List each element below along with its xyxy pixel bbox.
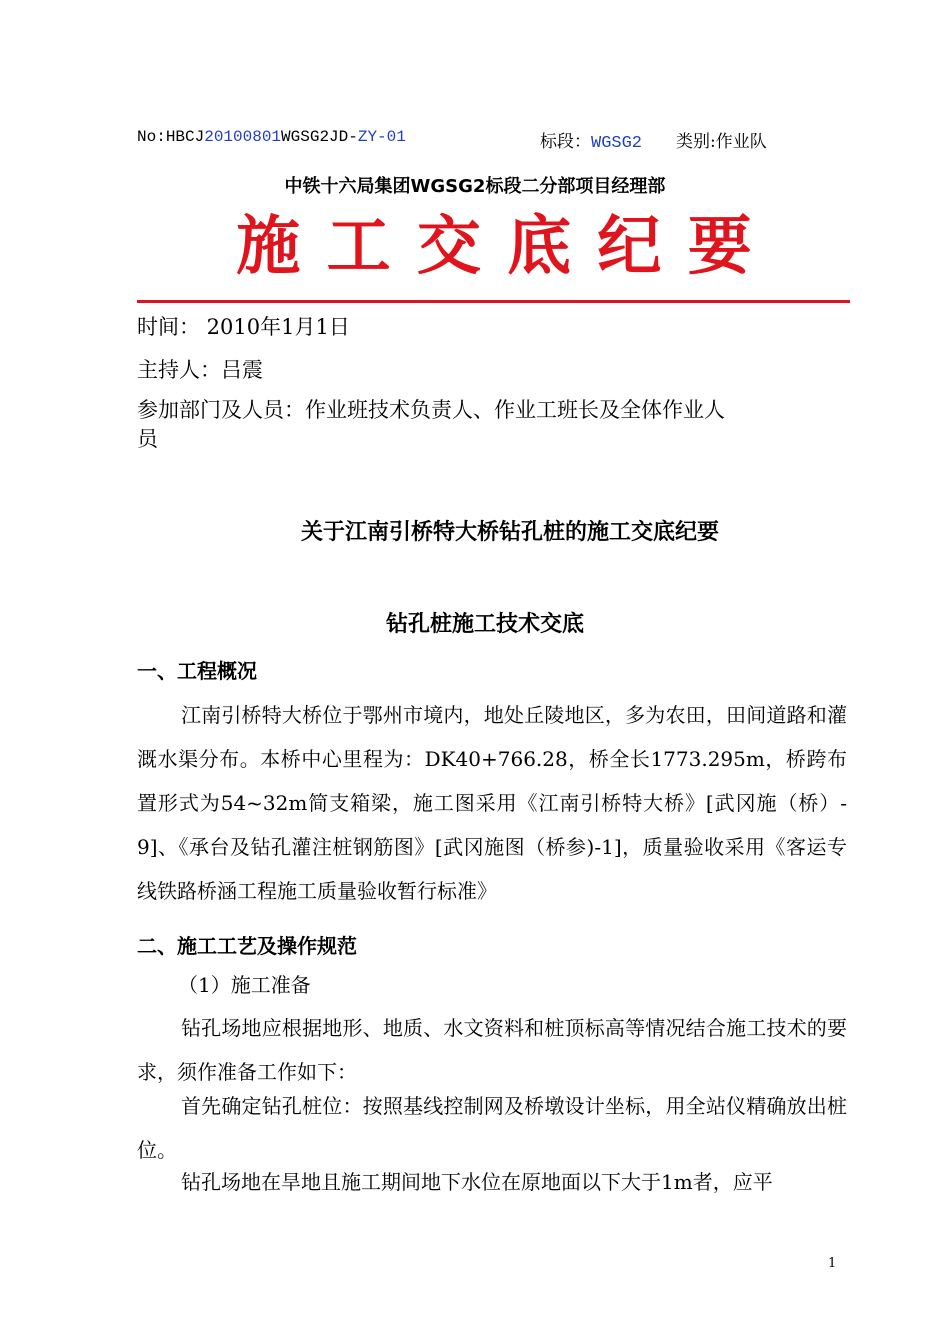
doc-number-code-c: WGSG2JD- <box>281 128 358 146</box>
section-1-heading: 一、工程概况 <box>137 659 257 683</box>
section-2-subheading: （1）施工准备 <box>178 973 311 997</box>
main-title: 施 工 交 底 纪 要 <box>236 209 754 284</box>
section-value: WGSG2 <box>591 134 643 153</box>
title-divider <box>137 300 850 303</box>
doc-number-code-d: ZY-01 <box>357 128 406 146</box>
document-title: 关于江南引桥特大桥钻孔桩的施工交底纪要 <box>300 519 719 545</box>
meeting-time: 时间： 2010年1月1日 <box>137 315 350 339</box>
meeting-host: 主持人：吕震 <box>137 358 263 382</box>
section-field <box>540 127 642 153</box>
section-label: 标段： <box>540 132 591 152</box>
document-subtitle: 钻孔桩施工技术交底 <box>385 611 584 637</box>
organization-name: 中铁十六局集团WGSG2标段二分部项目经理部 <box>284 176 666 197</box>
section-2-paragraph-3: 钻孔场地在旱地且施工期间地下水位在原地面以下大于1m者，应平 <box>181 1170 773 1194</box>
category-field: 类别:作业队 <box>676 132 767 152</box>
section-2-paragraph-2: 首先确定钻孔桩位：按照基线控制网及桥墩设计坐标，用全站仪精确放出桩位。 <box>137 1094 847 1162</box>
doc-number-label: No: <box>137 128 166 146</box>
doc-number <box>137 128 406 146</box>
section-2-heading: 二、施工工艺及操作规范 <box>137 934 357 958</box>
page-number: 1 <box>828 1256 837 1271</box>
section-1-paragraph: 江南引桥特大桥位于鄂州市境内，地处丘陵地区，多为农田，田间道路和灌溉水渠分布。本桥中心里程为：DK40+766.28，桥全长1773.295m，桥跨布置形式为54~32m简支箱梁，施工图采用《江南引桥特大桥》[武冈施（桥）-9]、《承台及钻孔灌注桩钢筋图》[武冈施图（桥参)-1]，质量验收采用《客运专线铁路桥涵工程施工质量验收暂行标准》 <box>137 703 847 903</box>
doc-number-code-a: HBCJ <box>165 128 205 146</box>
participants-line2: 员 <box>137 427 158 451</box>
doc-number-code-b: 20100801 <box>204 128 282 146</box>
section-2-paragraph-1: 钻孔场地应根据地形、地质、水文资料和桩顶标高等情况结合施工技术的要求，须作准备工作如下： <box>137 1016 847 1084</box>
participants-line1: 参加部门及人员：作业班技术负责人、作业工班长及全体作业人 <box>137 398 725 422</box>
